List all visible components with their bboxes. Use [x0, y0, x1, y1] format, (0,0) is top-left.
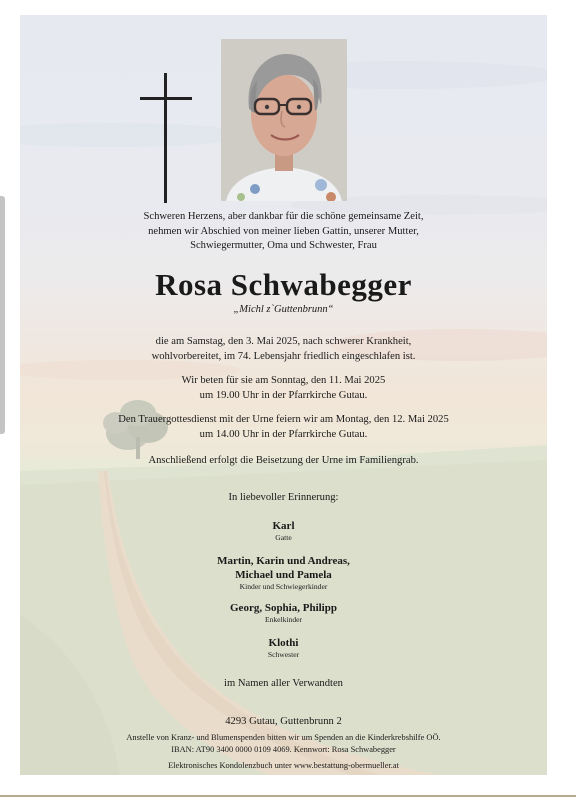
condolence-link[interactable]: Elektronisches Kondolenzbuch unter www.bestattung-obermueller.at	[168, 761, 399, 770]
family-group-sister	[20, 636, 547, 660]
family-group-spouse	[20, 519, 547, 543]
family-names: Michael und Pamela	[235, 569, 332, 581]
donation-note: Anstelle von Kranz- und Blumenspenden bitten wir um Spenden an die Kinderkrebshilfe OÖ. IBAN: AT90 3400 0000 0109 4069. Kennwort: Rosa Schwabegger	[126, 733, 441, 754]
scrollbar-thumb[interactable]	[0, 196, 5, 434]
funeral-service-notice: Den Trauergottesdienst mit der Urne feiern wir am Montag, den 12. Mai 2025 um 14.00 Uhr in der Pfarrkirche Gutau.	[118, 414, 449, 440]
portrait-photo	[221, 39, 347, 201]
family-names: Georg, Sophia, Philipp	[230, 602, 337, 614]
family-role: Enkelkinder	[264, 615, 303, 624]
family-group-children	[20, 554, 547, 592]
deceased-name: Rosa Schwabegger	[155, 267, 412, 302]
family-names: Martin, Karin und Andreas,	[217, 555, 350, 567]
family-names: Klothi	[268, 637, 299, 649]
deceased-nickname: „Michl z`Guttenbrunn“	[233, 304, 334, 315]
relatives-note: im Namen aller Verwandten	[224, 678, 343, 689]
family-role: Schwester	[267, 650, 300, 659]
family-role: Gatte	[275, 533, 292, 542]
family-role: Kinder und Schwiegerkinder	[239, 582, 328, 591]
death-notice: die am Samstag, den 3. Mai 2025, nach schwerer Krankheit, wohlvorbereitet, im 74. Lebensjahr friedlich eingeschlafen ist.	[151, 336, 416, 362]
obituary-card	[20, 15, 547, 775]
burial-notice: Anschließend erfolgt die Beisetzung der Urne im Familiengrab.	[148, 455, 419, 466]
intro-text: Schweren Herzens, aber dankbar für die schöne gemeinsame Zeit, nehmen wir Abschied von meiner lieben Gattin, unserer Mutter, Schwiegermutter, Oma und Schwester, Frau	[143, 211, 424, 251]
cross-icon	[140, 73, 192, 205]
memory-heading: In liebevoller Erinnerung:	[228, 492, 339, 503]
prayer-notice: Wir beten für sie am Sonntag, den 11. Mai 2025 um 19.00 Uhr in der Pfarrkirche Gutau.	[181, 375, 386, 401]
address: 4293 Gutau, Guttenbrunn 2	[225, 716, 342, 727]
divider	[0, 795, 576, 797]
family-names: Karl	[272, 520, 295, 532]
family-group-grandchildren	[20, 601, 547, 625]
